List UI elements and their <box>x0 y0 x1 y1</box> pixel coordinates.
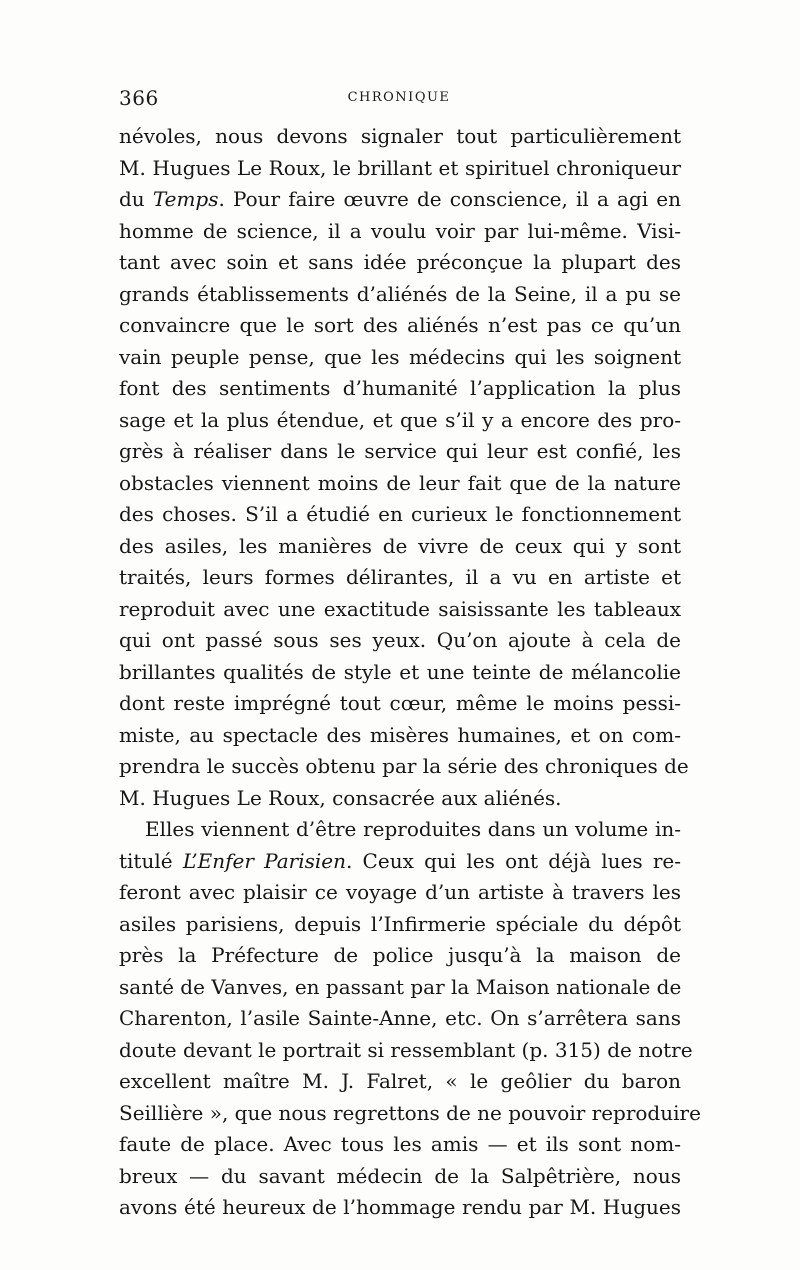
body-text <box>119 121 701 1224</box>
text-line: avons été heureux de l’hommage rendu par M. Hugues <box>119 1195 681 1219</box>
text-line: feront avec plaisir ce voyage d’un artiste à travers les <box>119 880 681 904</box>
text-line: Charenton, l’asile Sainte-Anne, etc. On s’arrêtera sans <box>119 1006 681 1030</box>
text-line: reproduit avec une exactitude saisissante les tableaux <box>119 596 681 621</box>
text-line: dont reste imprégné tout cœur, même le moins pessi- <box>119 691 681 715</box>
text-line-paragraph-start: Elles viennent d’être reproduites dans un volume in- <box>145 817 681 841</box>
italic-title: L’Enfer Parisien <box>182 848 346 873</box>
text-line: M. Hugues Le Roux, le brillant et spirituel chroniqueur <box>119 155 681 180</box>
text-line: brillantes qualités de style et une teinte de mélancolie <box>119 659 681 684</box>
running-head: CHRONIQUE <box>347 90 451 105</box>
text-line: titulé L’Enfer Parisien. Ceux qui les ont déjà lues re- <box>119 848 682 873</box>
text-line: névoles, nous devons signaler tout particulièrement <box>119 124 681 148</box>
text-line: tant avec soin et sans idée préconçue la plupart des <box>119 250 681 274</box>
text-line: vain peuple pense, que les médecins qui les soignent <box>119 344 681 369</box>
text-line: miste, au spectacle des misères humaines, et on com- <box>119 722 681 747</box>
text-line: font des sentiments d’humanité l’application la plus <box>119 376 681 400</box>
text-line: asiles parisiens, depuis l’Infirmerie spéciale du dépôt <box>119 911 681 936</box>
text-line: breux — du savant médecin de la Salpêtrière, nous <box>119 1163 681 1188</box>
text-line: qui ont passé sous ses yeux. Qu’on ajoute à cela de <box>119 628 681 652</box>
text-line: doute devant le portrait si ressemblant (p. 315) de notre <box>119 1037 693 1062</box>
text-line: du Temps. Pour faire œuvre de conscience, il a agi en <box>119 187 681 211</box>
text-line: des asiles, les manières de vivre de ceux qui y sont <box>119 533 681 558</box>
text-line: grès à réaliser dans le service qui leur est confié, les <box>119 439 681 463</box>
text-line: convaincre que le sort des aliénés n’est pas ce qu’un <box>119 313 681 337</box>
italic-title: Temps <box>152 187 219 211</box>
text-line: près la Préfecture de police jusqu’à la maison de <box>119 943 681 967</box>
page-number: 366 <box>119 86 159 110</box>
page-header <box>119 86 679 112</box>
text-line: grands établissements d’aliénés de la Seine, il a pu se <box>119 281 681 306</box>
text-line: obstacles viennent moins de leur fait que de la nature <box>119 470 681 495</box>
text-line: prendra le succès obtenu par la série des chroniques de <box>119 754 689 778</box>
text-line: des choses. S’il a étudié en curieux le fonctionnement <box>119 502 681 526</box>
text-line: homme de science, il a voulu voir par lui-même. Visi- <box>119 218 681 243</box>
text-line: Seillière », que nous regrettons de ne pouvoir reproduire <box>119 1100 701 1125</box>
text-line: faute de place. Avec tous les amis — et ils sont nom- <box>119 1132 681 1156</box>
text-line-paragraph-end: M. Hugues Le Roux, consacrée aux aliénés. <box>119 785 562 810</box>
text-line: excellent maître M. J. Falret, « le geôlier du baron <box>119 1069 681 1093</box>
text-line: santé de Vanves, en passant par la Maison nationale de <box>119 974 682 999</box>
text-line: traités, leurs formes délirantes, il a vu en artiste et <box>119 565 681 589</box>
text-line: sage et la plus étendue, et que s’il y a encore des pro- <box>119 407 681 432</box>
